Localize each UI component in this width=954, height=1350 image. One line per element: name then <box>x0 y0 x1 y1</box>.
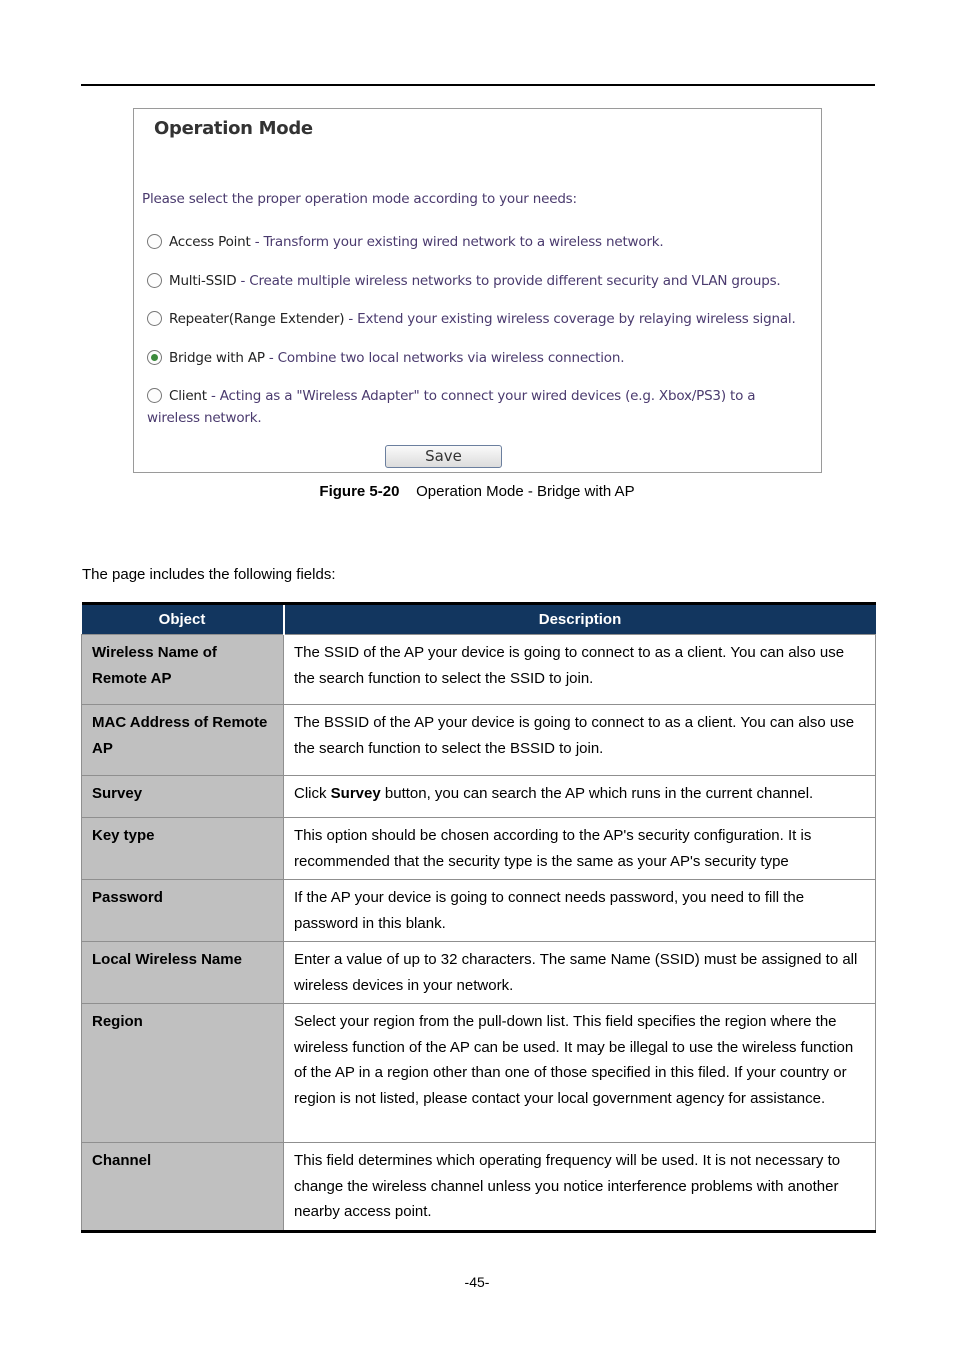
section-intro: The page includes the following fields: <box>82 566 336 583</box>
row-description: Enter a value of up to 32 characters. The same Name (SSID) must be assigned to all wireless devices in your network. <box>284 942 876 1004</box>
figure-label: Figure 5-20 <box>319 483 400 500</box>
option-repeater[interactable] <box>147 308 817 330</box>
radio-checked-icon[interactable] <box>147 350 162 365</box>
radio-icon[interactable] <box>147 311 162 326</box>
option-client[interactable] <box>142 385 812 429</box>
row-description: The SSID of the AP your device is going to connect to as a client. You can also use the search function to select the SSID to join. <box>284 635 876 705</box>
radio-icon[interactable] <box>147 273 162 288</box>
page-number: -45- <box>464 1274 490 1290</box>
option-name: Bridge with AP <box>169 350 265 366</box>
radio-icon[interactable] <box>147 234 162 249</box>
row-object: Password <box>82 880 284 942</box>
save-button[interactable]: Save <box>385 445 502 468</box>
header-rule <box>81 84 875 86</box>
figure-caption <box>0 483 954 500</box>
table-row <box>82 635 876 705</box>
row-description <box>284 776 876 818</box>
header-description: Description <box>284 604 876 635</box>
fields-table <box>81 602 876 1233</box>
row-description: The BSSID of the AP your device is going to connect to as a client. You can also use the search function to select the BSSID to join. <box>284 705 876 776</box>
row-object: Key type <box>82 818 284 880</box>
panel-intro: Please select the proper operation mode according to your needs: <box>142 191 577 207</box>
table-row <box>82 942 876 1004</box>
table-row <box>82 776 876 818</box>
option-name: Access Point <box>169 234 251 250</box>
option-name: Client <box>169 388 207 404</box>
table-row <box>82 880 876 942</box>
table-header-row <box>82 604 876 635</box>
figure-text: Operation Mode - Bridge with AP <box>416 483 635 500</box>
row-object: Wireless Name of Remote AP <box>82 635 284 705</box>
row-object: Local Wireless Name <box>82 942 284 1004</box>
row-object: Region <box>82 1004 284 1143</box>
row-description: This option should be chosen according to the AP's security configuration. It is recommended that the security type is the same as your AP's security type <box>284 818 876 880</box>
option-desc: - Combine two local networks via wireless connection. <box>264 350 625 366</box>
radio-icon[interactable] <box>147 388 162 403</box>
table-row <box>82 1143 876 1232</box>
option-name: Repeater(Range Extender) <box>169 311 345 327</box>
desc-bold: Survey <box>330 785 381 802</box>
operation-mode-screenshot <box>133 108 822 473</box>
option-desc: - Extend your existing wireless coverage by relaying wireless signal. <box>344 311 796 327</box>
panel-title: Operation Mode <box>154 118 313 139</box>
desc-rest: button, you can search the AP which runs in the current channel. <box>380 785 814 802</box>
option-bridge-with-ap[interactable] <box>147 347 817 369</box>
option-access-point[interactable] <box>147 231 817 253</box>
table-row <box>82 1004 876 1143</box>
row-object: MAC Address of Remote AP <box>82 705 284 776</box>
row-description: If the AP your device is going to connect needs password, you need to fill the password in this blank. <box>284 880 876 942</box>
row-object: Channel <box>82 1143 284 1232</box>
option-desc: - Create multiple wireless networks to provide different security and VLAN groups. <box>236 273 781 289</box>
row-object: Survey <box>82 776 284 818</box>
option-desc: - Acting as a "Wireless Adapter" to connect your wired devices (e.g. Xbox/PS3) to a wireless network. <box>147 388 756 426</box>
table-row <box>82 705 876 776</box>
row-description: Select your region from the pull-down list. This field specifies the region where the wireless function of the AP can be used. It may be illegal to use the wireless function of the AP in a region other than one of those specified in this filed. If your country or region is not listed, please contact your local government agency for assistance. <box>284 1004 876 1143</box>
desc-prefix: Click <box>294 785 331 802</box>
row-description: This field determines which operating frequency will be used. It is not necessary to change the wireless channel unless you notice interference problems with another nearby access point. <box>284 1143 876 1232</box>
option-multi-ssid[interactable] <box>147 270 817 292</box>
option-desc: - Transform your existing wired network to a wireless network. <box>250 234 664 250</box>
option-name: Multi-SSID <box>169 273 237 289</box>
header-object: Object <box>82 604 284 635</box>
table-row <box>82 818 876 880</box>
